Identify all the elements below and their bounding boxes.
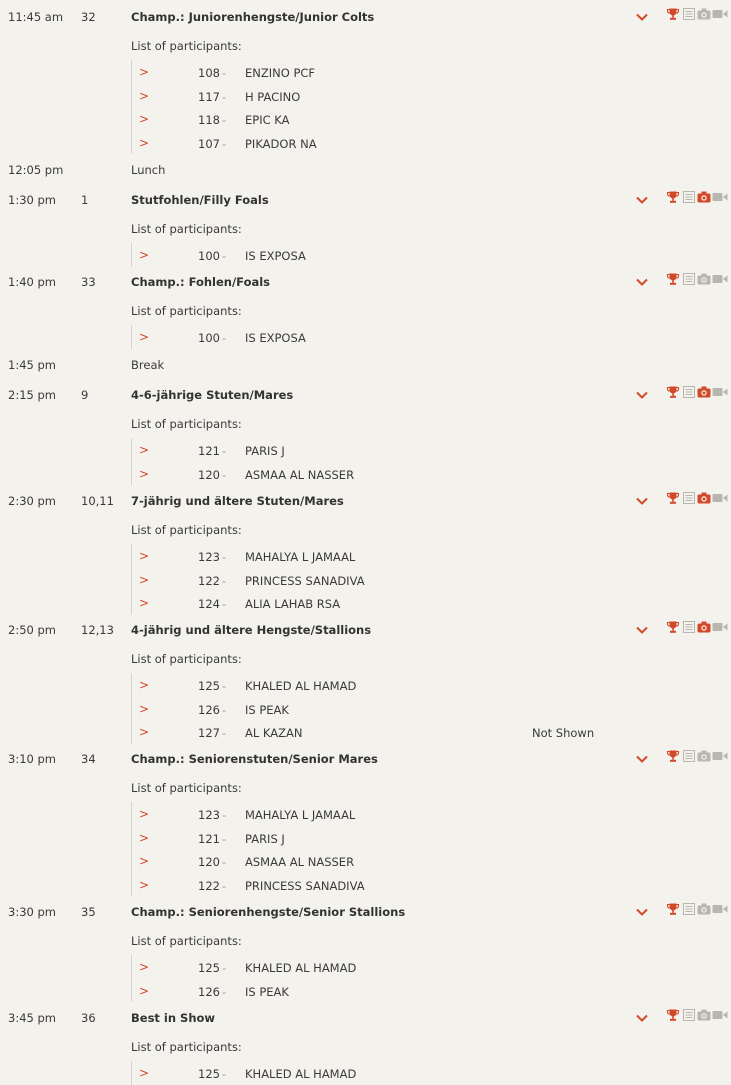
class-number: 32 [81, 10, 96, 24]
chevron-down-icon[interactable] [635, 905, 649, 919]
results-list-icon[interactable] [682, 620, 696, 634]
trophy-icon[interactable] [666, 749, 680, 763]
separator-dash: - [222, 808, 227, 822]
chevron-down-icon[interactable] [635, 193, 649, 207]
chevron-right-icon[interactable]: > [139, 443, 150, 457]
participant-row[interactable] [131, 855, 691, 871]
video-icon[interactable] [712, 620, 728, 634]
camera-icon[interactable] [697, 385, 711, 399]
participant-row[interactable] [131, 679, 691, 695]
participant-row[interactable] [131, 832, 691, 848]
trophy-icon[interactable] [666, 1008, 680, 1022]
participant-name: ALIA LAHAB RSA [245, 597, 341, 611]
participant-row[interactable] [131, 137, 691, 153]
trophy-icon[interactable] [666, 272, 680, 286]
class-time: 2:30 pm [8, 494, 56, 508]
separator-dash: - [222, 331, 227, 345]
participant-number: 126 [198, 984, 220, 999]
participant-row[interactable] [131, 985, 691, 1001]
participant-row[interactable] [131, 550, 691, 566]
participant-number: 127 [198, 726, 220, 740]
chevron-down-icon[interactable] [635, 1011, 649, 1025]
participant-row[interactable] [131, 726, 691, 742]
chevron-right-icon[interactable]: > [139, 877, 150, 892]
class-time: 3:45 pm [8, 1011, 56, 1025]
class-title: Champ.: Seniorenhengste/Senior Stallions [131, 905, 406, 919]
class-time: 2:50 pm [8, 623, 56, 637]
participant-number: 125 [198, 1067, 220, 1081]
video-icon[interactable] [712, 190, 728, 204]
participant-row[interactable] [131, 808, 691, 824]
participant-number: 120 [198, 855, 220, 869]
chevron-right-icon[interactable]: > [139, 678, 150, 692]
participant-name: KHALED AL HAMAD [245, 1067, 357, 1081]
results-list-icon[interactable] [682, 190, 696, 204]
participant-name: PRINCESS SANADIVA [245, 573, 365, 588]
participant-name: IS EXPOSA [245, 249, 306, 263]
participant-row[interactable] [131, 113, 691, 129]
participant-row[interactable] [131, 468, 691, 484]
participant-name: ASMAA AL NASSER [245, 855, 355, 869]
participant-number: 121 [198, 831, 220, 846]
video-icon[interactable] [712, 902, 728, 916]
separator-dash: - [222, 66, 227, 80]
separator-dash: - [222, 878, 227, 893]
class-time: 11:45 am [8, 10, 64, 24]
separator-dash: - [222, 855, 227, 869]
participant-row[interactable] [131, 1067, 691, 1083]
participant-row[interactable] [131, 597, 691, 613]
chevron-right-icon[interactable]: > [139, 65, 150, 79]
chevron-right-icon[interactable]: > [139, 112, 150, 126]
participant-number: 107 [198, 136, 220, 151]
results-list-icon[interactable] [682, 1008, 696, 1022]
class-time: 2:15 pm [8, 388, 56, 402]
class-title: 7-jährig und ältere Stuten/Mares [131, 494, 344, 508]
class-title: Champ.: Juniorenhengste/Junior Colts [131, 10, 375, 24]
separator-dash: - [222, 961, 227, 975]
chevron-right-icon[interactable]: > [139, 596, 150, 610]
participant-name: H PACINO [245, 89, 301, 104]
participant-row[interactable] [131, 444, 691, 460]
chevron-right-icon[interactable]: > [139, 549, 150, 563]
participant-number: 124 [198, 597, 220, 611]
class-time: 3:10 pm [8, 752, 56, 766]
participants-heading: List of participants: [131, 417, 242, 431]
participants-heading: List of participants: [131, 39, 242, 53]
camera-icon[interactable] [697, 7, 711, 21]
video-icon[interactable] [712, 749, 728, 763]
chevron-down-icon[interactable] [635, 388, 649, 402]
trophy-icon[interactable] [666, 620, 680, 634]
camera-icon[interactable] [697, 272, 711, 286]
participant-number: 123 [198, 550, 220, 564]
chevron-right-icon[interactable]: > [139, 135, 150, 150]
separator-dash: - [222, 726, 227, 740]
chevron-right-icon[interactable]: > [139, 248, 150, 262]
participant-row[interactable] [131, 703, 691, 719]
class-title: Champ.: Fohlen/Foals [131, 275, 271, 289]
class-title: Stutfohlen/Filly Foals [131, 193, 269, 207]
results-list-icon[interactable] [682, 7, 696, 21]
separator-dash: - [222, 249, 227, 263]
separator-dash: - [222, 831, 227, 846]
participant-name: AL KAZAN [245, 726, 303, 740]
participant-name: MAHALYA L JAMAAL [245, 808, 356, 822]
video-icon[interactable] [712, 272, 728, 286]
participant-row[interactable] [131, 249, 691, 265]
participants-heading: List of participants: [131, 1040, 242, 1054]
chevron-right-icon[interactable]: > [139, 960, 150, 974]
participant-row[interactable] [131, 331, 691, 347]
separator-dash: - [222, 444, 227, 458]
video-icon[interactable] [712, 491, 728, 505]
participant-number: 100 [198, 331, 220, 345]
participant-number: 125 [198, 679, 220, 693]
chevron-right-icon[interactable]: > [139, 330, 150, 344]
break-label: Lunch [131, 163, 166, 177]
class-time: 3:30 pm [8, 905, 56, 919]
video-icon[interactable] [712, 1008, 728, 1022]
participant-row[interactable] [131, 90, 691, 106]
participant-name: IS PEAK [245, 984, 289, 999]
separator-dash: - [222, 984, 227, 999]
class-number: 10,11 [81, 494, 114, 508]
video-icon[interactable] [712, 7, 728, 21]
participant-row[interactable] [131, 66, 691, 82]
class-number: 35 [81, 905, 96, 919]
trophy-icon[interactable] [666, 7, 680, 21]
chevron-right-icon[interactable]: > [139, 725, 150, 739]
class-number: 34 [81, 752, 96, 766]
class-number: 1 [81, 193, 89, 207]
class-time: 1:30 pm [8, 193, 56, 207]
participant-name: EPIC KA [245, 113, 290, 127]
chevron-right-icon[interactable]: > [139, 88, 150, 103]
separator-dash: - [222, 136, 227, 151]
separator-dash: - [222, 467, 227, 482]
participant-number: 118 [198, 113, 220, 127]
trophy-icon[interactable] [666, 190, 680, 204]
participant-number: 126 [198, 702, 220, 717]
trophy-icon[interactable] [666, 491, 680, 505]
class-title: Champ.: Seniorenstuten/Senior Mares [131, 752, 378, 766]
participants-heading: List of participants: [131, 934, 242, 948]
separator-dash: - [222, 550, 227, 564]
chevron-down-icon[interactable] [635, 275, 649, 289]
participant-number: 122 [198, 573, 220, 588]
class-title: 4-jährig und ältere Hengste/Stallions [131, 623, 372, 637]
chevron-down-icon[interactable] [635, 10, 649, 24]
separator-dash: - [222, 1067, 227, 1081]
chevron-right-icon[interactable]: > [139, 807, 150, 821]
chevron-right-icon[interactable]: > [139, 701, 150, 716]
class-title: 4-6-jährige Stuten/Mares [131, 388, 294, 402]
class-number: 12,13 [81, 623, 114, 637]
results-list-icon[interactable] [682, 272, 696, 286]
chevron-right-icon[interactable]: > [139, 1066, 150, 1080]
video-icon[interactable] [712, 385, 728, 399]
participant-number: 108 [198, 66, 220, 80]
participants-heading: List of participants: [131, 523, 242, 537]
class-time: 12:05 pm [8, 163, 64, 177]
separator-dash: - [222, 679, 227, 693]
participant-name: PIKADOR NA [245, 136, 317, 151]
participant-number: 121 [198, 444, 220, 458]
participant-row[interactable] [131, 879, 691, 895]
separator-dash: - [222, 89, 227, 104]
trophy-icon[interactable] [666, 902, 680, 916]
participant-name: KHALED AL HAMAD [245, 961, 357, 975]
participant-name: ENZINO PCF [245, 66, 316, 80]
separator-dash: - [222, 113, 227, 127]
participant-name: ASMAA AL NASSER [245, 467, 355, 482]
class-number: 9 [81, 388, 89, 402]
camera-icon[interactable] [697, 749, 711, 763]
camera-icon[interactable] [697, 902, 711, 916]
participants-heading: List of participants: [131, 222, 242, 236]
participants-heading: List of participants: [131, 304, 242, 318]
participant-number: 120 [198, 467, 220, 482]
class-number: 36 [81, 1011, 96, 1025]
camera-icon[interactable] [697, 491, 711, 505]
separator-dash: - [222, 597, 227, 611]
participant-number: 100 [198, 249, 220, 263]
participant-row[interactable] [131, 574, 691, 590]
chevron-right-icon[interactable]: > [139, 830, 150, 845]
participant-name: MAHALYA L JAMAAL [245, 550, 356, 564]
participant-number: 123 [198, 808, 220, 822]
separator-dash: - [222, 702, 227, 717]
break-label: Break [131, 358, 165, 372]
chevron-right-icon[interactable]: > [139, 572, 150, 587]
results-list-icon[interactable] [682, 385, 696, 399]
participant-name: PARIS J [245, 444, 285, 458]
chevron-down-icon[interactable] [635, 494, 649, 508]
results-list-icon[interactable] [682, 902, 696, 916]
participant-name: IS PEAK [245, 702, 289, 717]
chevron-right-icon[interactable]: > [139, 854, 150, 868]
chevron-down-icon[interactable] [635, 752, 649, 766]
camera-icon[interactable] [697, 1008, 711, 1022]
participant-name: PARIS J [245, 831, 285, 846]
results-list-icon[interactable] [682, 491, 696, 505]
chevron-right-icon[interactable]: > [139, 983, 150, 998]
participant-name: KHALED AL HAMAD [245, 679, 357, 693]
participant-number: 117 [198, 89, 220, 104]
class-number: 33 [81, 275, 96, 289]
participant-number: 122 [198, 878, 220, 893]
participants-heading: List of participants: [131, 652, 242, 666]
class-title: Best in Show [131, 1011, 216, 1025]
participant-name: PRINCESS SANADIVA [245, 878, 365, 893]
chevron-right-icon[interactable]: > [139, 466, 150, 481]
class-time: 1:40 pm [8, 275, 56, 289]
participant-status: Not Shown [532, 726, 595, 740]
chevron-down-icon[interactable] [635, 623, 649, 637]
camera-icon[interactable] [697, 190, 711, 204]
separator-dash: - [222, 573, 227, 588]
class-time: 1:45 pm [8, 358, 56, 372]
camera-icon[interactable] [697, 620, 711, 634]
participant-name: IS EXPOSA [245, 331, 306, 345]
results-list-icon[interactable] [682, 749, 696, 763]
participants-heading: List of participants: [131, 781, 242, 795]
participant-number: 125 [198, 961, 220, 975]
trophy-icon[interactable] [666, 385, 680, 399]
participant-row[interactable] [131, 961, 691, 977]
